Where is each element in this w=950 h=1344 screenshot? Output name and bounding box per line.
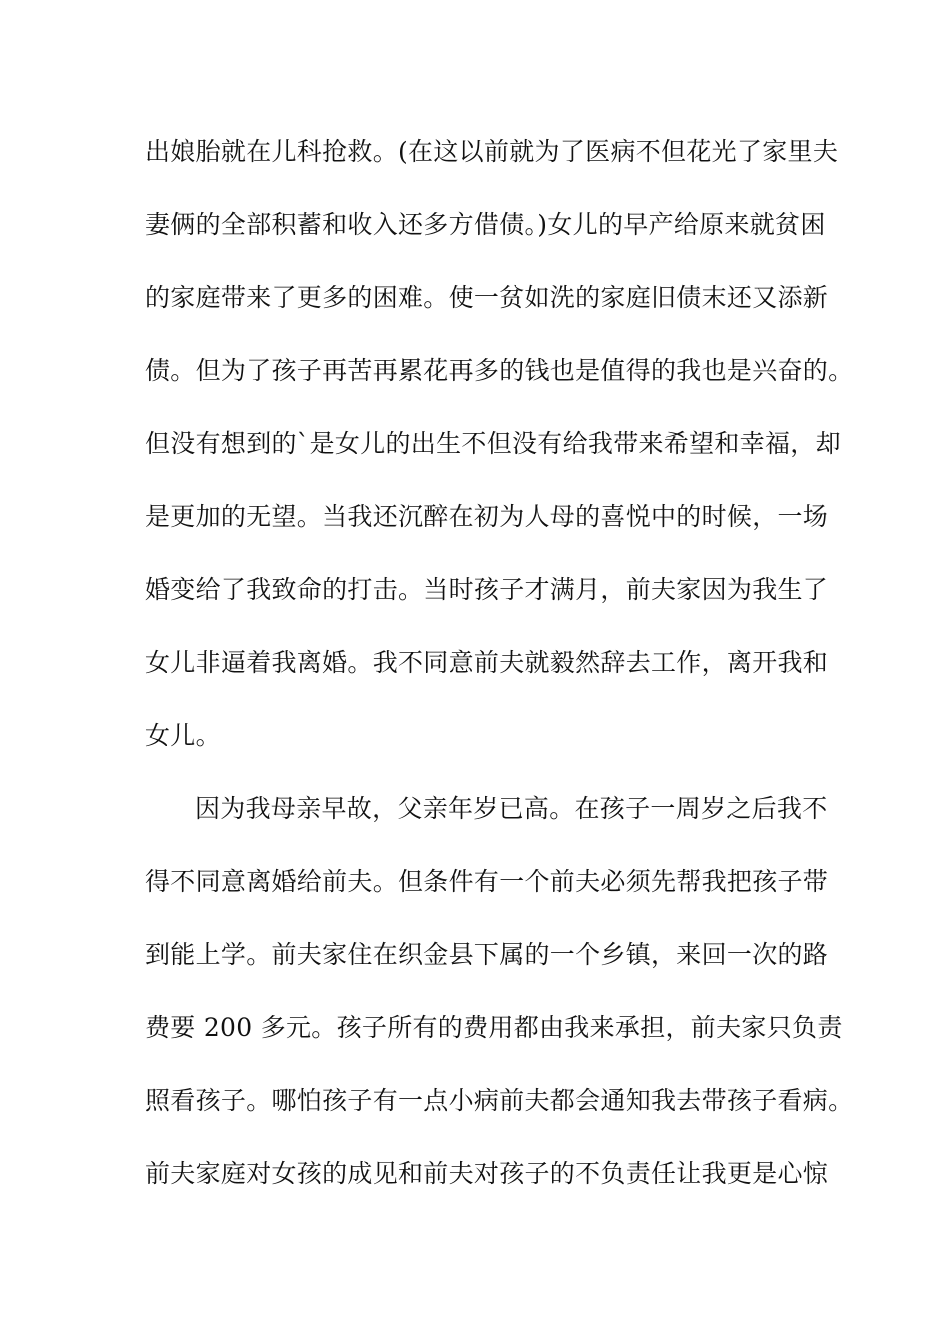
text-line: 是更加的无望。当我还沉醉在初为人母的喜悦中的时候，一场: [145, 502, 829, 531]
text-line: 女儿。: [145, 721, 221, 750]
text-line: 到能上学。前夫家住在织金县下属的一个乡镇，来回一次的路: [145, 940, 829, 969]
text-line: 但没有想到的`是女儿的出生不但没有给我带来希望和幸福，却: [145, 429, 841, 458]
text-line: 费要 200 多元。孩子所有的费用都由我来承担，前夫家只负责: [145, 1013, 843, 1042]
paragraph-start-line: 因为我母亲早故，父亲年岁已高。在孩子一周岁之后我不: [195, 794, 828, 823]
text-line: 婚变给了我致命的打击。当时孩子才满月，前夫家因为我生了: [145, 575, 829, 604]
text-line: 债。但为了孩子再苦再累花再多的钱也是值得的我也是兴奋的。: [145, 356, 854, 385]
text-line: 得不同意离婚给前夫。但条件有一个前夫必须先帮我把孩子带: [145, 867, 829, 896]
text-line: 出娘胎就在儿科抢救。(在这以前就为了医病不但花光了家里夫: [145, 137, 839, 166]
text-line: 照看孩子。哪怕孩子有一点小病前夫都会通知我去带孩子看病。: [145, 1086, 854, 1115]
text-line: 前夫家庭对女孩的成见和前夫对孩子的不负责任让我更是心惊: [145, 1159, 829, 1188]
text-line: 女儿非逼着我离婚。我不同意前夫就毅然辞去工作，离开我和: [145, 648, 829, 677]
text-line: 的家庭带来了更多的困难。使一贫如洗的家庭旧债末还又添新: [145, 283, 829, 312]
text-line: 妻俩的全部积蓄和收入还多方借债。)女儿的早产给原来就贫困: [145, 210, 826, 239]
